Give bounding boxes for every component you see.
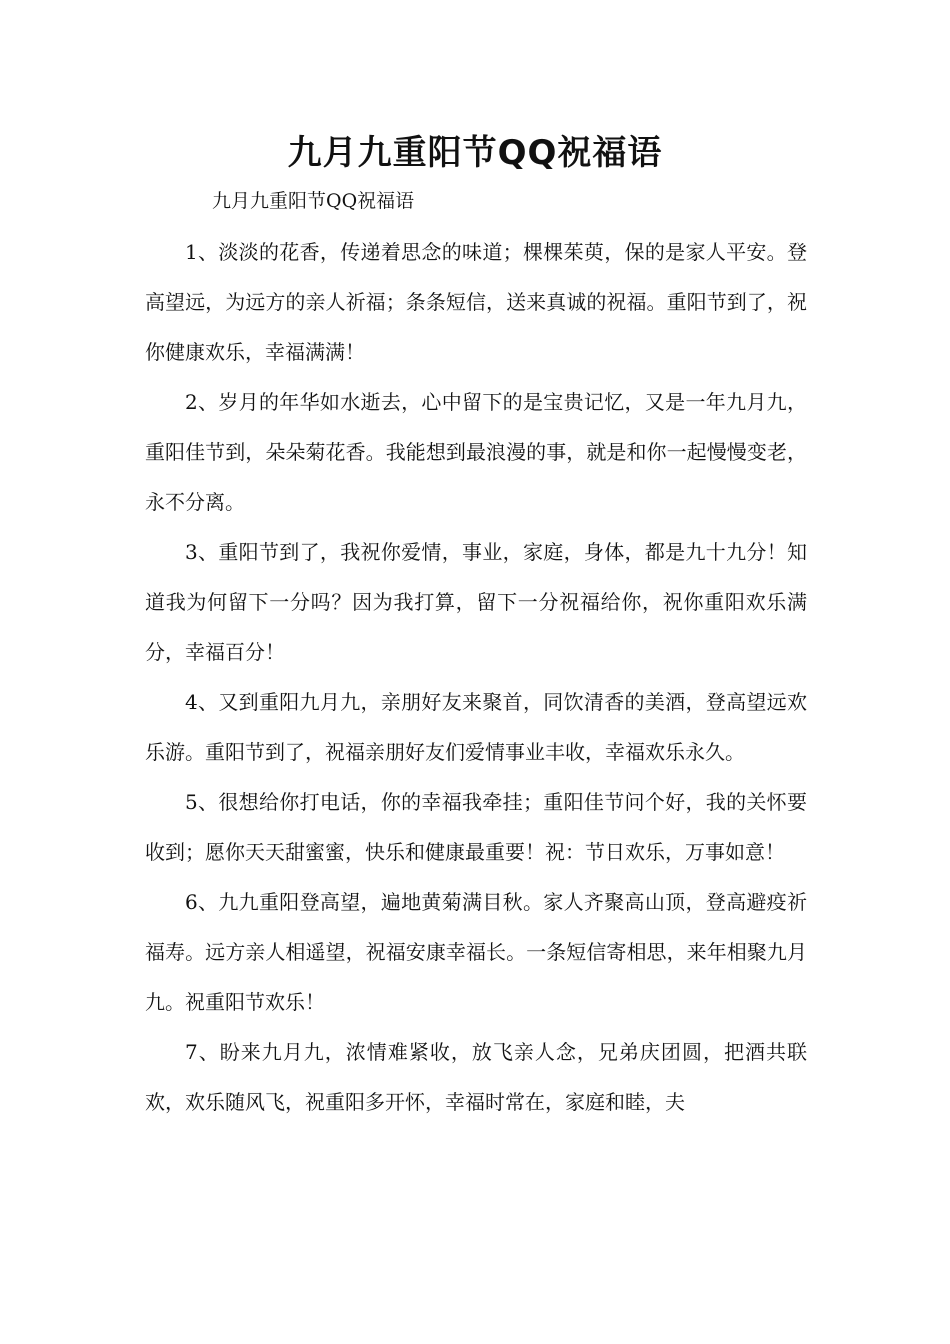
document-title: 九月九重阳节QQ祝福语	[287, 133, 663, 173]
document-body	[145, 227, 807, 1127]
paragraph-6: 6、九九重阳登高望，遍地黄菊满目秋。家人齐聚高山顶，登高避疫祈福寿。远方亲人相遥望，祝福安康幸福长。一条短信寄相思，来年相聚九月九。祝重阳节欢乐！	[145, 890, 807, 1014]
paragraph-5: 5、很想给你打电话，你的幸福我牵挂；重阳佳节问个好，我的关怀要收到；愿你天天甜蜜蜜，快乐和健康最重要！祝：节日欢乐，万事如意！	[145, 790, 807, 864]
document-subtitle: 九月九重阳节QQ祝福语	[212, 190, 415, 212]
paragraph-2: 2、岁月的年华如水逝去，心中留下的是宝贵记忆，又是一年九月九，重阳佳节到，朵朵菊花香。我能想到最浪漫的事，就是和你一起慢慢变老，永不分离。	[145, 390, 807, 514]
paragraph-1: 1、淡淡的花香，传递着思念的味道；棵棵茱萸，保的是家人平安。登高望远，为远方的亲人祈福；条条短信，送来真诚的祝福。重阳节到了，祝你健康欢乐，幸福满满！	[145, 240, 807, 364]
paragraph-7: 7、盼来九月九，浓情难紧收，放飞亲人念，兄弟庆团圆，把酒共联欢，欢乐随风飞，祝重阳多开怀，幸福时常在，家庭和睦，夫	[145, 1040, 807, 1114]
paragraph-4: 4、又到重阳九月九，亲朋好友来聚首，同饮清香的美酒，登高望远欢乐游。重阳节到了，祝福亲朋好友们爱情事业丰收，幸福欢乐永久。	[145, 690, 807, 764]
paragraph-3: 3、重阳节到了，我祝你爱情，事业，家庭，身体，都是九十九分！知道我为何留下一分吗？因为我打算，留下一分祝福给你，祝你重阳欢乐满分，幸福百分！	[145, 540, 807, 664]
